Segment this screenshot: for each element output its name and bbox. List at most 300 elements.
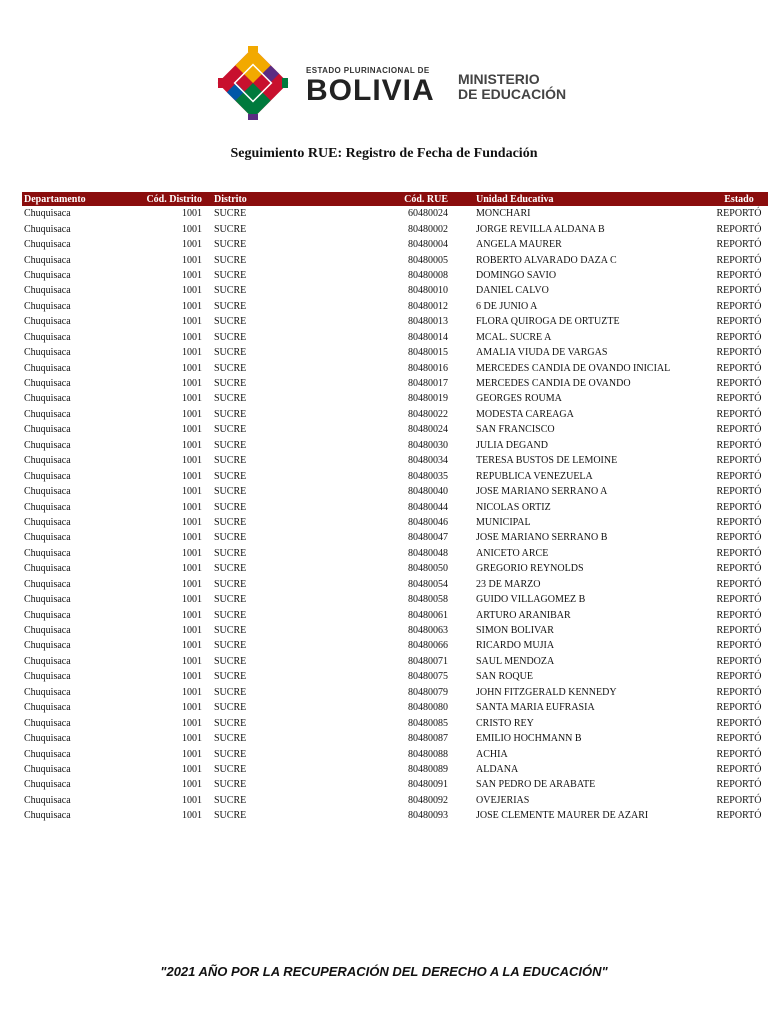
table-body <box>22 206 768 824</box>
cell-unidad-educativa: JORGE REVILLA ALDANA B <box>476 223 605 235</box>
cell-cod-distrito: 1001 <box>182 748 202 760</box>
table-row <box>22 391 768 406</box>
cell-distrito: SUCRE <box>214 733 247 745</box>
table-row <box>22 623 768 638</box>
cell-estado: REPORTÓ <box>716 733 762 745</box>
cell-departamento: Chuquisaca <box>24 516 71 528</box>
table-row <box>22 330 768 345</box>
cell-unidad-educativa: JOSE MARIANO SERRANO A <box>476 486 608 498</box>
table-row <box>22 299 768 314</box>
cell-unidad-educativa: SIMON BOLIVAR <box>476 625 554 637</box>
cell-cod-rue: 80480040 <box>408 486 448 498</box>
cell-departamento: Chuquisaca <box>24 470 71 482</box>
cell-departamento: Chuquisaca <box>24 717 71 729</box>
table-row <box>22 499 768 514</box>
table-row <box>22 654 768 669</box>
cell-unidad-educativa: GEORGES ROUMA <box>476 393 562 405</box>
report-table-container <box>22 192 762 824</box>
cell-cod-distrito: 1001 <box>182 455 202 467</box>
cell-cod-rue: 80480091 <box>408 779 448 791</box>
table-row <box>22 237 768 252</box>
table-row <box>22 777 768 792</box>
cell-estado: REPORTÓ <box>716 609 762 621</box>
cell-distrito: SUCRE <box>214 655 247 667</box>
column-header: Departamento <box>22 192 132 206</box>
cell-cod-distrito: 1001 <box>182 347 202 359</box>
table-row <box>22 638 768 653</box>
cell-estado: REPORTÓ <box>716 455 762 467</box>
cell-cod-distrito: 1001 <box>182 254 202 266</box>
table-row <box>22 700 768 715</box>
cell-estado: REPORTÓ <box>716 501 762 513</box>
cell-cod-distrito: 1001 <box>182 763 202 775</box>
cell-departamento: Chuquisaca <box>24 347 71 359</box>
table-row <box>22 669 768 684</box>
cell-cod-distrito: 1001 <box>182 362 202 374</box>
cell-unidad-educativa: MONCHARI <box>476 208 531 220</box>
cell-distrito: SUCRE <box>214 671 247 683</box>
cell-unidad-educativa: SAN FRANCISCO <box>476 424 555 436</box>
table-row <box>22 283 768 298</box>
cell-departamento: Chuquisaca <box>24 393 71 405</box>
report-table <box>22 192 768 824</box>
cell-cod-rue: 80480050 <box>408 563 448 575</box>
cell-cod-distrito: 1001 <box>182 532 202 544</box>
cell-departamento: Chuquisaca <box>24 208 71 220</box>
cell-departamento: Chuquisaca <box>24 640 71 652</box>
footer-slogan: "2021 AÑO POR LA RECUPERACIÓN DEL DERECHO A LA EDUCACIÓN" <box>160 964 608 979</box>
cell-cod-rue: 80480046 <box>408 516 448 528</box>
cell-cod-distrito: 1001 <box>182 501 202 513</box>
cell-unidad-educativa: 23 DE MARZO <box>476 578 541 590</box>
cell-unidad-educativa: ALDANA <box>476 763 519 775</box>
cell-cod-rue: 80480035 <box>408 470 448 482</box>
cell-departamento: Chuquisaca <box>24 223 71 235</box>
cell-estado: REPORTÓ <box>716 763 762 775</box>
cell-departamento: Chuquisaca <box>24 486 71 498</box>
cell-estado: REPORTÓ <box>716 655 762 667</box>
cell-cod-distrito: 1001 <box>182 285 202 297</box>
table-row <box>22 546 768 561</box>
cell-cod-distrito: 1001 <box>182 625 202 637</box>
table-row <box>22 268 768 283</box>
cell-unidad-educativa: AMALIA VIUDA DE VARGAS <box>476 347 608 359</box>
cell-departamento: Chuquisaca <box>24 733 71 745</box>
cell-cod-rue: 80480019 <box>408 393 448 405</box>
cell-cod-rue: 80480044 <box>408 501 448 513</box>
cell-unidad-educativa: MERCEDES CANDIA DE OVANDO INICIAL <box>476 362 671 374</box>
cell-cod-rue: 80480079 <box>408 686 448 698</box>
ministry-name <box>458 72 566 102</box>
cell-unidad-educativa: FLORA QUIROGA DE ORTUZTE <box>476 316 620 328</box>
cell-unidad-educativa: GREGORIO REYNOLDS <box>476 563 584 575</box>
cell-estado: REPORTÓ <box>716 254 762 266</box>
table-row <box>22 453 768 468</box>
cell-cod-rue: 80480015 <box>408 347 448 359</box>
cell-cod-rue: 80480034 <box>408 455 448 467</box>
cell-departamento: Chuquisaca <box>24 285 71 297</box>
cell-cod-rue: 80480075 <box>408 671 448 683</box>
cell-estado: REPORTÓ <box>716 424 762 436</box>
cell-estado: REPORTÓ <box>716 779 762 791</box>
table-row <box>22 438 768 453</box>
cell-cod-distrito: 1001 <box>182 578 202 590</box>
cell-unidad-educativa: JOSE MARIANO SERRANO B <box>476 532 608 544</box>
cell-cod-rue: 80480014 <box>408 331 448 343</box>
cell-cod-rue: 80480080 <box>408 702 448 714</box>
table-row <box>22 731 768 746</box>
cell-estado: REPORTÓ <box>716 378 762 390</box>
cell-distrito: SUCRE <box>214 779 247 791</box>
cell-estado: REPORTÓ <box>716 393 762 405</box>
cell-distrito: SUCRE <box>214 686 247 698</box>
cell-departamento: Chuquisaca <box>24 594 71 606</box>
cell-distrito: SUCRE <box>214 486 247 498</box>
cell-estado: REPORTÓ <box>716 547 762 559</box>
cell-estado: REPORTÓ <box>716 486 762 498</box>
cell-distrito: SUCRE <box>214 578 247 590</box>
cell-cod-rue: 80480048 <box>408 547 448 559</box>
cell-estado: REPORTÓ <box>716 470 762 482</box>
cell-cod-rue: 80480010 <box>408 285 448 297</box>
cell-estado: REPORTÓ <box>716 239 762 251</box>
cell-unidad-educativa: SANTA MARIA EUFRASIA <box>476 702 595 714</box>
cell-estado: REPORTÓ <box>716 686 762 698</box>
cell-unidad-educativa: REPUBLICA VENEZUELA <box>476 470 593 482</box>
cell-distrito: SUCRE <box>214 640 247 652</box>
cell-cod-distrito: 1001 <box>182 239 202 251</box>
cell-distrito: SUCRE <box>214 439 247 451</box>
cell-cod-rue: 80480061 <box>408 609 448 621</box>
cell-distrito: SUCRE <box>214 223 247 235</box>
table-row <box>22 577 768 592</box>
table-row <box>22 206 768 221</box>
table-row <box>22 314 768 329</box>
cell-unidad-educativa: 6 DE JUNIO A <box>476 300 538 312</box>
ministry-line-2: DE EDUCACIÓN <box>458 86 567 102</box>
cell-cod-rue: 80480016 <box>408 362 448 374</box>
cell-departamento: Chuquisaca <box>24 362 71 374</box>
table-row <box>22 376 768 391</box>
cell-departamento: Chuquisaca <box>24 810 71 822</box>
country-name: BOLIVIA <box>306 74 435 107</box>
cell-estado: REPORTÓ <box>716 748 762 760</box>
cell-distrito: SUCRE <box>214 455 247 467</box>
cell-unidad-educativa: ACHIA <box>476 748 508 760</box>
ministry-line-1: MINISTERIO <box>458 71 540 87</box>
cell-cod-rue: 80480054 <box>408 578 448 590</box>
cell-departamento: Chuquisaca <box>24 779 71 791</box>
cell-departamento: Chuquisaca <box>24 655 71 667</box>
table-row <box>22 762 768 777</box>
country-logo <box>306 66 435 106</box>
cell-distrito: SUCRE <box>214 609 247 621</box>
cell-cod-rue: 80480047 <box>408 532 448 544</box>
cell-unidad-educativa: DOMINGO SAVIO <box>476 269 557 281</box>
cell-cod-distrito: 1001 <box>182 686 202 698</box>
cell-cod-rue: 80480002 <box>408 223 448 235</box>
cell-unidad-educativa: NICOLAS ORTIZ <box>476 501 551 513</box>
cell-departamento: Chuquisaca <box>24 702 71 714</box>
cell-estado: REPORTÓ <box>716 563 762 575</box>
cell-departamento: Chuquisaca <box>24 239 71 251</box>
cell-cod-distrito: 1001 <box>182 516 202 528</box>
cell-departamento: Chuquisaca <box>24 578 71 590</box>
cell-cod-distrito: 1001 <box>182 223 202 235</box>
cell-distrito: SUCRE <box>214 208 247 220</box>
cell-cod-distrito: 1001 <box>182 331 202 343</box>
table-row <box>22 530 768 545</box>
cell-distrito: SUCRE <box>214 470 247 482</box>
cell-estado: REPORTÓ <box>716 640 762 652</box>
column-header: Cód. Distrito <box>132 192 204 206</box>
table-row <box>22 422 768 437</box>
cell-distrito: SUCRE <box>214 501 247 513</box>
table-row <box>22 468 768 483</box>
cell-unidad-educativa: MUNICIPAL <box>476 516 531 528</box>
table-row <box>22 407 768 422</box>
cell-distrito: SUCRE <box>214 702 247 714</box>
cell-distrito: SUCRE <box>214 763 247 775</box>
column-header: Estado <box>706 192 768 206</box>
cell-estado: REPORTÓ <box>716 717 762 729</box>
table-row <box>22 746 768 761</box>
cell-distrito: SUCRE <box>214 254 247 266</box>
state-label: ESTADO PLURINACIONAL DE <box>306 66 430 75</box>
table-row <box>22 685 768 700</box>
cell-unidad-educativa: ROBERTO ALVARADO DAZA C <box>476 254 617 266</box>
table-row <box>22 515 768 530</box>
table-row <box>22 345 768 360</box>
cell-unidad-educativa: JOSE CLEMENTE MAURER DE AZARI <box>476 810 649 822</box>
cell-unidad-educativa: ANICETO ARCE <box>476 547 549 559</box>
cell-unidad-educativa: DANIEL CALVO <box>476 285 549 297</box>
cell-cod-rue: 80480024 <box>408 424 448 436</box>
cell-distrito: SUCRE <box>214 269 247 281</box>
cell-cod-rue: 80480058 <box>408 594 448 606</box>
cell-estado: REPORTÓ <box>716 702 762 714</box>
cell-unidad-educativa: SAN ROQUE <box>476 671 533 683</box>
cell-cod-rue: 80480071 <box>408 655 448 667</box>
cell-unidad-educativa: MCAL. SUCRE A <box>476 331 552 343</box>
cell-cod-distrito: 1001 <box>182 547 202 559</box>
cell-distrito: SUCRE <box>214 563 247 575</box>
cell-departamento: Chuquisaca <box>24 686 71 698</box>
cell-estado: REPORTÓ <box>716 316 762 328</box>
table-row <box>22 252 768 267</box>
cell-estado: REPORTÓ <box>716 331 762 343</box>
cell-estado: REPORTÓ <box>716 408 762 420</box>
cell-distrito: SUCRE <box>214 347 247 359</box>
table-row <box>22 484 768 499</box>
cell-departamento: Chuquisaca <box>24 254 71 266</box>
cell-distrito: SUCRE <box>214 794 247 806</box>
cell-distrito: SUCRE <box>214 378 247 390</box>
cell-cod-rue: 80480012 <box>408 300 448 312</box>
cell-distrito: SUCRE <box>214 748 247 760</box>
cell-departamento: Chuquisaca <box>24 300 71 312</box>
cell-cod-distrito: 1001 <box>182 594 202 606</box>
cell-departamento: Chuquisaca <box>24 671 71 683</box>
cell-unidad-educativa: SAN PEDRO DE ARABATE <box>476 779 596 791</box>
cell-cod-distrito: 1001 <box>182 563 202 575</box>
cell-cod-rue: 80480085 <box>408 717 448 729</box>
cell-cod-distrito: 1001 <box>182 733 202 745</box>
cell-estado: REPORTÓ <box>716 362 762 374</box>
cell-estado: REPORTÓ <box>716 625 762 637</box>
cell-departamento: Chuquisaca <box>24 748 71 760</box>
cell-departamento: Chuquisaca <box>24 501 71 513</box>
table-row <box>22 561 768 576</box>
cell-cod-rue: 80480093 <box>408 810 448 822</box>
cell-unidad-educativa: OVEJERIAS <box>476 794 530 806</box>
cell-estado: REPORTÓ <box>716 439 762 451</box>
cell-distrito: SUCRE <box>214 393 247 405</box>
cell-cod-rue: 80480092 <box>408 794 448 806</box>
cell-departamento: Chuquisaca <box>24 424 71 436</box>
cell-cod-distrito: 1001 <box>182 408 202 420</box>
cell-distrito: SUCRE <box>214 316 247 328</box>
column-header: Distrito <box>204 192 366 206</box>
cell-cod-distrito: 1001 <box>182 717 202 729</box>
table-row <box>22 808 768 823</box>
cell-cod-distrito: 1001 <box>182 702 202 714</box>
table-row <box>22 715 768 730</box>
cell-estado: REPORTÓ <box>716 208 762 220</box>
cell-distrito: SUCRE <box>214 362 247 374</box>
table-row <box>22 221 768 236</box>
cell-departamento: Chuquisaca <box>24 625 71 637</box>
cell-unidad-educativa: TERESA BUSTOS DE LEMOINE <box>476 455 618 467</box>
cell-cod-rue: 80480087 <box>408 733 448 745</box>
cell-cod-distrito: 1001 <box>182 316 202 328</box>
cell-estado: REPORTÓ <box>716 794 762 806</box>
cell-estado: REPORTÓ <box>716 594 762 606</box>
cell-cod-distrito: 1001 <box>182 470 202 482</box>
cell-cod-rue: 80480013 <box>408 316 448 328</box>
cell-unidad-educativa: SAUL MENDOZA <box>476 655 555 667</box>
cell-cod-distrito: 1001 <box>182 486 202 498</box>
cell-cod-distrito: 1001 <box>182 640 202 652</box>
cell-departamento: Chuquisaca <box>24 455 71 467</box>
cell-cod-distrito: 1001 <box>182 655 202 667</box>
cell-departamento: Chuquisaca <box>24 331 71 343</box>
cell-cod-rue: 60480024 <box>408 208 448 220</box>
column-header: Unidad Educativa <box>450 192 706 206</box>
cell-cod-distrito: 1001 <box>182 300 202 312</box>
cell-cod-distrito: 1001 <box>182 794 202 806</box>
cell-cod-distrito: 1001 <box>182 378 202 390</box>
cell-cod-distrito: 1001 <box>182 208 202 220</box>
table-row <box>22 793 768 808</box>
cell-departamento: Chuquisaca <box>24 269 71 281</box>
cell-cod-rue: 80480088 <box>408 748 448 760</box>
cell-cod-rue: 80480066 <box>408 640 448 652</box>
cell-departamento: Chuquisaca <box>24 316 71 328</box>
cell-distrito: SUCRE <box>214 717 247 729</box>
cell-unidad-educativa: RICARDO MUJIA <box>476 640 555 652</box>
cell-estado: REPORTÓ <box>716 532 762 544</box>
page-header <box>0 36 768 136</box>
cell-estado: REPORTÓ <box>716 347 762 359</box>
cell-departamento: Chuquisaca <box>24 378 71 390</box>
cell-estado: REPORTÓ <box>716 671 762 683</box>
bolivia-emblem-icon <box>210 40 296 126</box>
page-title: Seguimiento RUE: Registro de Fecha de Fundación <box>230 146 538 161</box>
cell-cod-rue: 80480089 <box>408 763 448 775</box>
cell-estado: REPORTÓ <box>716 810 762 822</box>
cell-cod-distrito: 1001 <box>182 439 202 451</box>
cell-distrito: SUCRE <box>214 532 247 544</box>
table-header-row <box>22 192 768 206</box>
cell-distrito: SUCRE <box>214 285 247 297</box>
cell-cod-rue: 80480005 <box>408 254 448 266</box>
cell-cod-distrito: 1001 <box>182 424 202 436</box>
cell-distrito: SUCRE <box>214 239 247 251</box>
cell-distrito: SUCRE <box>214 331 247 343</box>
cell-estado: REPORTÓ <box>716 269 762 281</box>
cell-cod-distrito: 1001 <box>182 609 202 621</box>
cell-cod-rue: 80480008 <box>408 269 448 281</box>
cell-estado: REPORTÓ <box>716 516 762 528</box>
cell-cod-distrito: 1001 <box>182 810 202 822</box>
column-header: Cód. RUE <box>366 192 450 206</box>
cell-distrito: SUCRE <box>214 625 247 637</box>
cell-departamento: Chuquisaca <box>24 563 71 575</box>
table-row <box>22 360 768 375</box>
cell-distrito: SUCRE <box>214 547 247 559</box>
cell-unidad-educativa: ANGELA MAURER <box>476 239 562 251</box>
cell-cod-distrito: 1001 <box>182 393 202 405</box>
cell-unidad-educativa: GUIDO VILLAGOMEZ B <box>476 594 586 606</box>
cell-departamento: Chuquisaca <box>24 609 71 621</box>
cell-distrito: SUCRE <box>214 810 247 822</box>
cell-estado: REPORTÓ <box>716 285 762 297</box>
cell-cod-rue: 80480063 <box>408 625 448 637</box>
cell-distrito: SUCRE <box>214 300 247 312</box>
cell-estado: REPORTÓ <box>716 578 762 590</box>
cell-unidad-educativa: JULIA DEGAND <box>476 439 548 451</box>
table-row <box>22 592 768 607</box>
cell-cod-rue: 80480004 <box>408 239 448 251</box>
cell-cod-distrito: 1001 <box>182 269 202 281</box>
cell-unidad-educativa: ARTURO ARANIBAR <box>476 609 571 621</box>
cell-cod-rue: 80480022 <box>408 408 448 420</box>
cell-departamento: Chuquisaca <box>24 439 71 451</box>
table-row <box>22 607 768 622</box>
cell-unidad-educativa: MERCEDES CANDIA DE OVANDO <box>476 378 631 390</box>
cell-distrito: SUCRE <box>214 424 247 436</box>
cell-departamento: Chuquisaca <box>24 763 71 775</box>
cell-distrito: SUCRE <box>214 516 247 528</box>
cell-unidad-educativa: MODESTA CAREAGA <box>476 408 574 420</box>
cell-estado: REPORTÓ <box>716 223 762 235</box>
cell-departamento: Chuquisaca <box>24 408 71 420</box>
cell-departamento: Chuquisaca <box>24 532 71 544</box>
cell-estado: REPORTÓ <box>716 300 762 312</box>
cell-departamento: Chuquisaca <box>24 794 71 806</box>
cell-cod-distrito: 1001 <box>182 779 202 791</box>
cell-cod-distrito: 1001 <box>182 671 202 683</box>
cell-unidad-educativa: JOHN FITZGERALD KENNEDY <box>476 686 617 698</box>
cell-cod-rue: 80480030 <box>408 439 448 451</box>
cell-cod-rue: 80480017 <box>408 378 448 390</box>
cell-departamento: Chuquisaca <box>24 547 71 559</box>
cell-unidad-educativa: EMILIO HOCHMANN B <box>476 733 582 745</box>
cell-distrito: SUCRE <box>214 408 247 420</box>
cell-unidad-educativa: CRISTO REY <box>476 717 534 729</box>
cell-distrito: SUCRE <box>214 594 247 606</box>
